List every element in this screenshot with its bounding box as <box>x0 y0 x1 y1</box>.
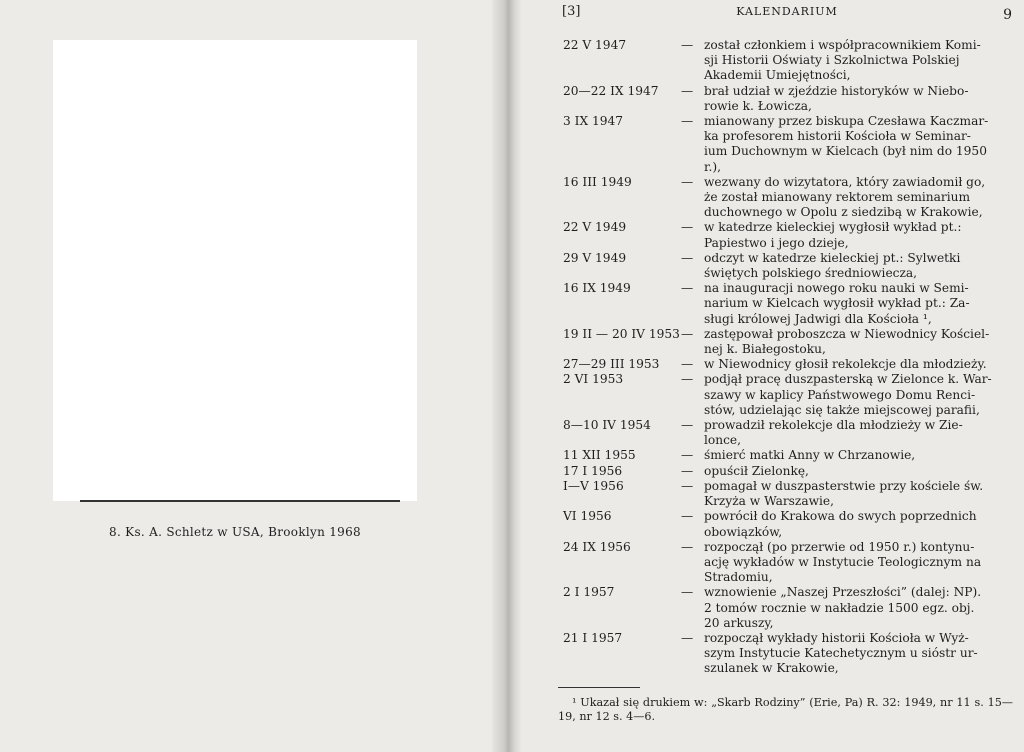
entry-line: r.), <box>704 159 721 174</box>
entry-line: został członkiem i współpracownikiem Komi- <box>704 38 981 52</box>
entry-line: 2 tomów rocznie w nakładzie 1500 egz. obj. <box>704 600 975 615</box>
entry-line: szym Instytucie Katechetycznym u sióstr ur- <box>704 646 978 661</box>
entry-line: Papiestwo i jego dzieje, <box>704 235 849 250</box>
entry-line: opuścił Zielonkę, <box>704 463 809 478</box>
entry-line: wezwany do wizytatora, który zawiadomił go, <box>704 174 986 189</box>
entry-line: świętych polskiego średniowiecza, <box>704 266 918 281</box>
entry-line: w katedrze kieleckiej wygłosił wykład pt.: <box>704 220 962 235</box>
entry-text <box>704 357 1013 372</box>
entry-line: wznowienie „Naszej Przeszłości” (dalej: NP). <box>704 585 982 600</box>
entry-dash: — <box>681 38 694 52</box>
entry-date: 8—10 IV 1954 <box>563 418 651 433</box>
entry-line: w Niewodnicy głosił rekolekcje dla młodzieży. <box>704 357 987 372</box>
entry-text <box>704 509 1013 539</box>
entry-dash: — <box>681 220 694 235</box>
entry-line: duchownego w Opolu z siedzibą w Krakowie, <box>704 205 983 220</box>
entry-line: rozpoczął wykłady historii Kościoła w Wyż- <box>704 630 969 645</box>
entry-line: nej k. Białegostoku, <box>704 342 826 357</box>
calendar-entry <box>563 327 1013 357</box>
entry-date: 17 I 1956 <box>563 463 623 478</box>
right-page <box>506 0 1024 752</box>
entry-line: podjął pracę duszpasterską w Zielonce k. War- <box>704 372 992 387</box>
calendar-entry <box>563 38 1013 84</box>
calendar-entry <box>563 464 1013 479</box>
entry-text <box>704 38 1013 84</box>
entry-dash: — <box>681 114 694 129</box>
calendar-entry <box>563 418 1013 448</box>
entry-text <box>704 372 1013 418</box>
entry-line: Akademii Umiejętności, <box>704 68 851 83</box>
entry-text <box>704 464 1013 479</box>
photo-placeholder <box>53 40 417 501</box>
entry-line: sji Historii Oświaty i Szkolnictwa Polskiej <box>704 53 960 68</box>
calendar-entries <box>563 38 1013 677</box>
left-page <box>0 0 506 752</box>
entry-line: rowie k. Łowicza, <box>704 98 812 113</box>
calendar-entry <box>563 175 1013 221</box>
entry-line: pomagał w duszpasterstwie przy kościele św. <box>704 478 984 493</box>
entry-dash: — <box>681 174 694 189</box>
entry-dash: — <box>681 357 694 372</box>
entry-date: 2 I 1957 <box>563 585 615 600</box>
photo-caption: 8. Ks. A. Schletz w USA, Brooklyn 1968 <box>109 525 361 539</box>
entry-dash: — <box>681 630 694 645</box>
entry-date: 16 IX 1949 <box>563 281 631 296</box>
entry-text <box>704 631 1013 677</box>
calendar-entry <box>563 84 1013 114</box>
entry-line: ację wykładów w Instytucie Teologicznym na <box>704 554 982 569</box>
entry-line: szulanek w Krakowie, <box>704 661 839 676</box>
entry-line: zastępował proboszcza w Niewodnicy Kościel- <box>704 326 990 341</box>
entry-dash: — <box>681 509 694 524</box>
entry-text <box>704 418 1013 448</box>
footnote-rule <box>558 687 640 688</box>
calendar-entry <box>563 281 1013 327</box>
calendar-entry <box>563 540 1013 586</box>
entry-line: śmierć matki Anny w Chrzanowie, <box>704 448 916 463</box>
section-number: [3] <box>562 4 581 19</box>
entry-dash: — <box>681 478 694 493</box>
entry-line: na inauguracji nowego roku nauki w Semi- <box>704 281 969 296</box>
entry-line: obowiązków, <box>704 524 783 539</box>
entry-line: mianowany przez biskupa Czesława Kaczmar- <box>704 114 989 129</box>
entry-text <box>704 540 1013 586</box>
entry-date: 22 V 1947 <box>563 38 627 52</box>
entry-text <box>704 175 1013 221</box>
entry-date: 21 I 1957 <box>563 630 623 645</box>
photo-underline <box>80 500 400 502</box>
entry-date: 11 XII 1955 <box>563 448 636 463</box>
calendar-entry <box>563 220 1013 250</box>
entry-text <box>704 479 1013 509</box>
entry-line: lonce, <box>704 433 741 448</box>
entry-line: ka profesorem historii Kościoła w Seminar- <box>704 129 971 144</box>
entry-line: sługi królowej Jadwigi dla Kościoła ¹, <box>704 311 932 326</box>
entry-line: powrócił do Krakowa do swych poprzednich <box>704 509 977 524</box>
entry-line: Krzyża w Warszawie, <box>704 494 835 509</box>
entry-dash: — <box>681 418 694 433</box>
calendar-entry <box>563 509 1013 539</box>
entry-date: 29 V 1949 <box>563 250 627 265</box>
entry-date: 2 VI 1953 <box>563 372 624 387</box>
entry-line: odczyt w katedrze kieleckiej pt.: Sylwetki <box>704 250 961 265</box>
entry-dash: — <box>681 585 694 600</box>
entry-dash: — <box>681 372 694 387</box>
entry-date: 16 III 1949 <box>563 174 632 189</box>
entry-dash: — <box>681 83 694 98</box>
entry-line: narium w Kielcach wygłosił wykład pt.: Za- <box>704 296 970 311</box>
header-title: KALENDARIUM <box>736 5 838 18</box>
entry-text <box>704 220 1013 250</box>
calendar-entry <box>563 448 1013 463</box>
entry-line: prowadził rekolekcje dla młodzieży w Zie- <box>704 418 963 433</box>
entry-dash: — <box>681 463 694 478</box>
calendar-entry <box>563 479 1013 509</box>
entry-text <box>704 448 1013 463</box>
book-gutter <box>492 0 522 752</box>
entry-text <box>704 251 1013 281</box>
entry-dash: — <box>681 448 694 463</box>
running-header <box>562 4 1012 24</box>
entry-dash: — <box>681 326 694 341</box>
entry-date: 3 IX 1947 <box>563 114 624 129</box>
entry-text <box>704 114 1013 175</box>
entry-date: VI 1956 <box>563 509 612 524</box>
entry-line: że został mianowany rektorem seminarium <box>704 190 971 205</box>
entry-text <box>704 585 1013 631</box>
footnote <box>558 696 1013 724</box>
calendar-entry <box>563 251 1013 281</box>
calendar-entry <box>563 114 1013 175</box>
entry-date: I—V 1956 <box>563 478 624 493</box>
entry-line: szawy w kaplicy Państwowego Domu Renci- <box>704 387 976 402</box>
calendar-entry <box>563 357 1013 372</box>
entry-date: 20—22 IX 1947 <box>563 83 659 98</box>
entry-text <box>704 84 1013 114</box>
entry-line: Stradomiu, <box>704 570 773 585</box>
entry-dash: — <box>681 250 694 265</box>
entry-text <box>704 281 1013 327</box>
entry-text <box>704 327 1013 357</box>
entry-dash: — <box>681 281 694 296</box>
entry-line: brał udział w zjeździe historyków w Niebo- <box>704 83 969 98</box>
page-number: 9 <box>1003 7 1012 23</box>
entry-dash: — <box>681 539 694 554</box>
entry-line: 20 arkuszy, <box>704 615 774 630</box>
footnote-text: ¹ Ukazał się drukiem w: „Skarb Rodziny” (Erie, Pa) R. 32: 1949, nr 11 s. 15—19, nr 12 s. 4—6. <box>558 696 1013 723</box>
calendar-entry <box>563 585 1013 631</box>
calendar-entry <box>563 631 1013 677</box>
entry-line: ium Duchownym w Kielcach (był nim do 1950 <box>704 144 987 159</box>
entry-line: rozpoczął (po przerwie od 1950 r.) kontynu- <box>704 539 975 554</box>
entry-date: 22 V 1949 <box>563 220 627 235</box>
entry-line: stów, udzielając się także miejscowej parafii, <box>704 402 980 417</box>
entry-date: 27—29 III 1953 <box>563 357 660 372</box>
calendar-entry <box>563 372 1013 418</box>
entry-date: 19 II — 20 IV 1953 <box>563 326 680 341</box>
entry-date: 24 IX 1956 <box>563 539 631 554</box>
